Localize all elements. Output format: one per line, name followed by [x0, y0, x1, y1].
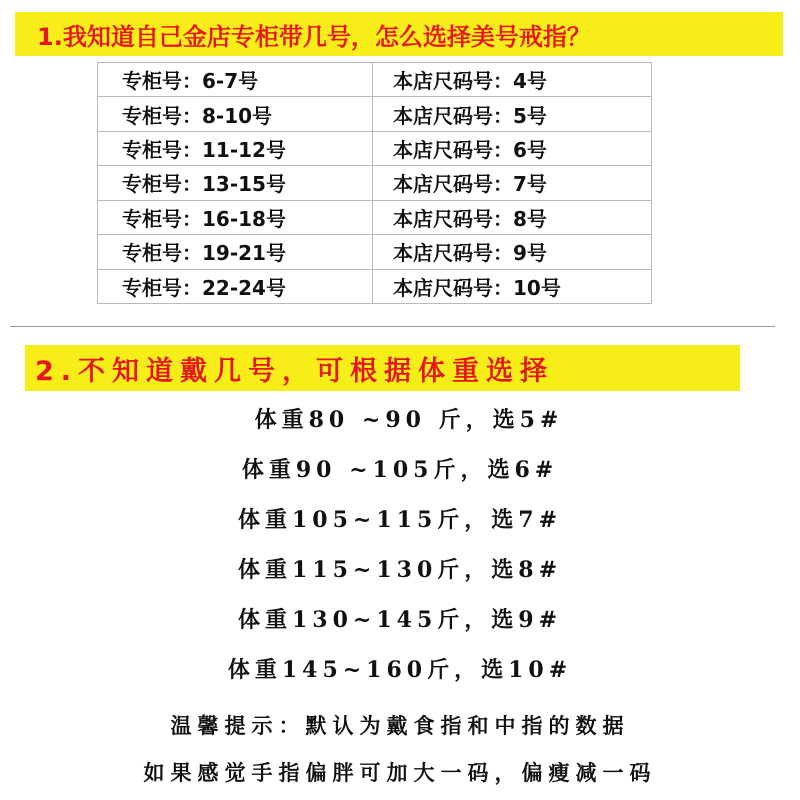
list-item: 体重80 ~90 斤，选5# [254, 407, 564, 433]
table-row [98, 269, 652, 303]
list-item: 体重145~160斤，选10# [227, 657, 573, 683]
table-row [98, 200, 652, 234]
section-divider [10, 326, 775, 327]
table-row [98, 63, 652, 97]
store-size-cell: 本店尺码号：8号 [373, 200, 652, 234]
counter-size-cell: 专柜号：8-10号 [98, 97, 373, 131]
counter-size-cell: 专柜号：13-15号 [98, 166, 373, 200]
ring-size-table [97, 62, 652, 304]
list-item: 体重115~130斤，选8# [237, 557, 563, 583]
weight-size-list [0, 395, 800, 695]
counter-size-cell: 专柜号：22-24号 [98, 269, 373, 303]
tip-line-1: 温馨提示：默认为戴食指和中指的数据 [170, 713, 630, 738]
store-size-cell: 本店尺码号：4号 [373, 63, 652, 97]
store-size-cell: 本店尺码号：6号 [373, 131, 652, 165]
store-size-cell: 本店尺码号：7号 [373, 166, 652, 200]
section2-title: 2.不知道戴几号，可根据体重选择 [25, 345, 740, 391]
table-row [98, 235, 652, 269]
list-item: 体重130~145斤，选9# [237, 607, 563, 633]
counter-size-cell: 专柜号：11-12号 [98, 131, 373, 165]
store-size-cell: 本店尺码号：10号 [373, 269, 652, 303]
table-row [98, 97, 652, 131]
list-item: 体重90 ~105斤，选6# [241, 457, 559, 483]
tip-line-2: 如果感觉手指偏胖可加大一码，偏瘦减一码 [143, 760, 657, 785]
counter-size-cell: 专柜号：6-7号 [98, 63, 373, 97]
store-size-cell: 本店尺码号：5号 [373, 97, 652, 131]
counter-size-cell: 专柜号：16-18号 [98, 200, 373, 234]
table-row [98, 166, 652, 200]
store-size-cell: 本店尺码号：9号 [373, 235, 652, 269]
list-item: 体重105~115斤，选7# [237, 507, 563, 533]
counter-size-cell: 专柜号：19-21号 [98, 235, 373, 269]
section1-title: 1.我知道自己金店专柜带几号，怎么选择美号戒指？ [15, 12, 783, 56]
table-row [98, 131, 652, 165]
